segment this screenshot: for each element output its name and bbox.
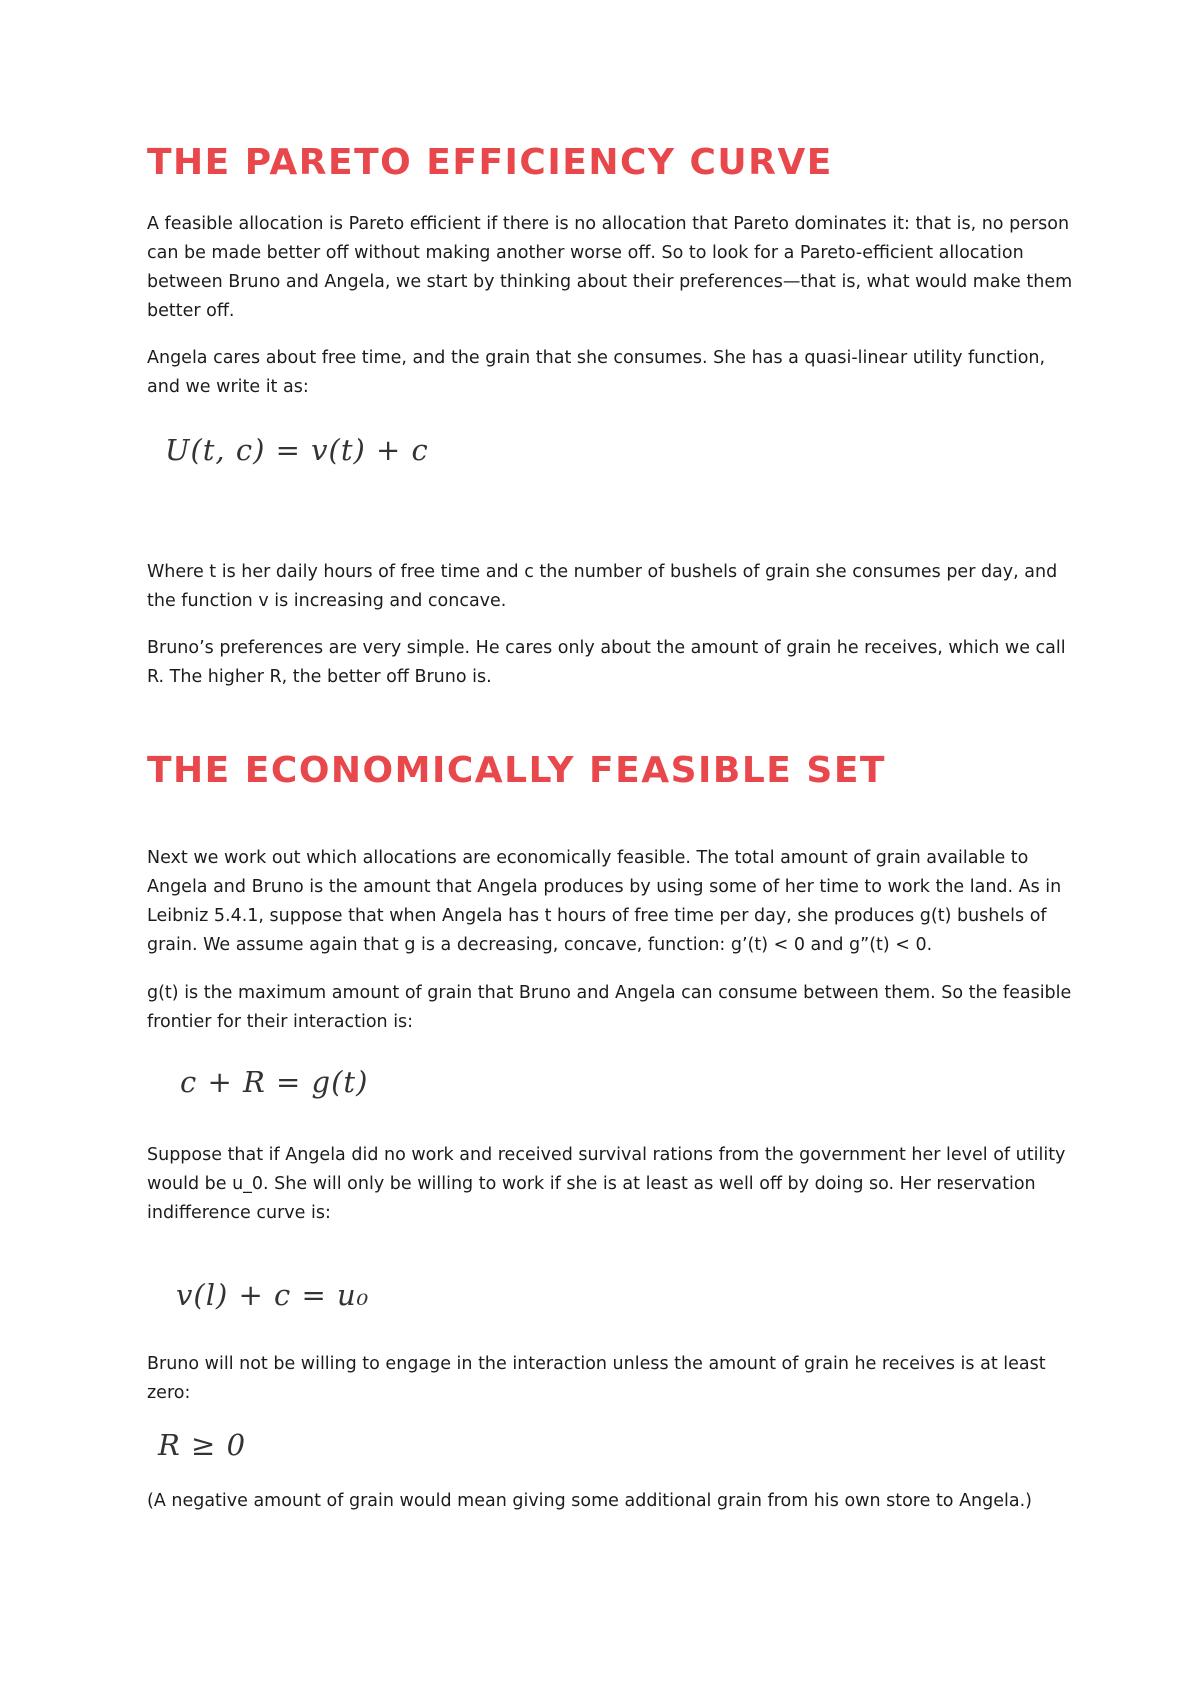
paragraph-pareto-definition: A feasible allocation is Pareto efficient if there is no allocation that Pareto dominates it: that is, no person can be made better off without making another worse off. So to look for a Pareto-efficient allocation between Bruno and Angela, we start by thinking about their preferences—that is, what would make them better off.: [147, 214, 1073, 321]
equation-feasible-frontier: c + R = g(t): [180, 1065, 369, 1099]
paragraph-free-time-definition: Where t is her daily hours of free time and c the number of bushels of grain she consumes per day, and the function v is increasing and concave.: [147, 562, 1058, 611]
paragraph-reservation-utility: Suppose that if Angela did no work and received survival rations from the government her level of utility would be u_0. She will only be willing to work if she is at least as well off by doing so. Her reservation indifference curve is:: [147, 1145, 1066, 1223]
section-heading-economically-feasible-set: THE ECONOMICALLY FEASIBLE SET: [147, 750, 886, 791]
equation-reservation-indifference-curve: v(l) + c = u₀: [176, 1278, 370, 1312]
paragraph-feasible-allocations: Next we work out which allocations are economically feasible. The total amount of grain available to Angela and Bruno is the amount that Angela produces by using some of her time to work the land. As in Leibniz 5.4.1, suppose that when Angela has t hours of free time per day, she produces g(t) bushels of grain. We assume again that g is a decreasing, concave, function: g’(t) < 0 and g”(t) < 0.: [147, 848, 1062, 955]
equation-utility-function: U(t, c) = v(t) + c: [165, 433, 429, 467]
paragraph-angela-utility-intro: Angela cares about free time, and the grain that she consumes. She has a quasi-linear utility function, and we write it as:: [147, 348, 1046, 397]
paragraph-bruno-preferences: Bruno’s preferences are very simple. He cares only about the amount of grain he receives, which we call R. The higher R, the better off Bruno is.: [147, 638, 1066, 687]
section-heading-pareto-efficiency-curve: THE PARETO EFFICIENCY CURVE: [147, 142, 833, 183]
paragraph-negative-grain-note: (A negative amount of grain would mean giving some additional grain from his own store to Angela.): [147, 1491, 1032, 1511]
paragraph-bruno-participation: Bruno will not be willing to engage in the interaction unless the amount of grain he receives is at least zero:: [147, 1354, 1046, 1403]
equation-bruno-constraint: R ≥ 0: [158, 1428, 247, 1462]
paragraph-feasible-frontier-intro: g(t) is the maximum amount of grain that Bruno and Angela can consume between them. So the feasible frontier for their interaction is:: [147, 983, 1072, 1032]
